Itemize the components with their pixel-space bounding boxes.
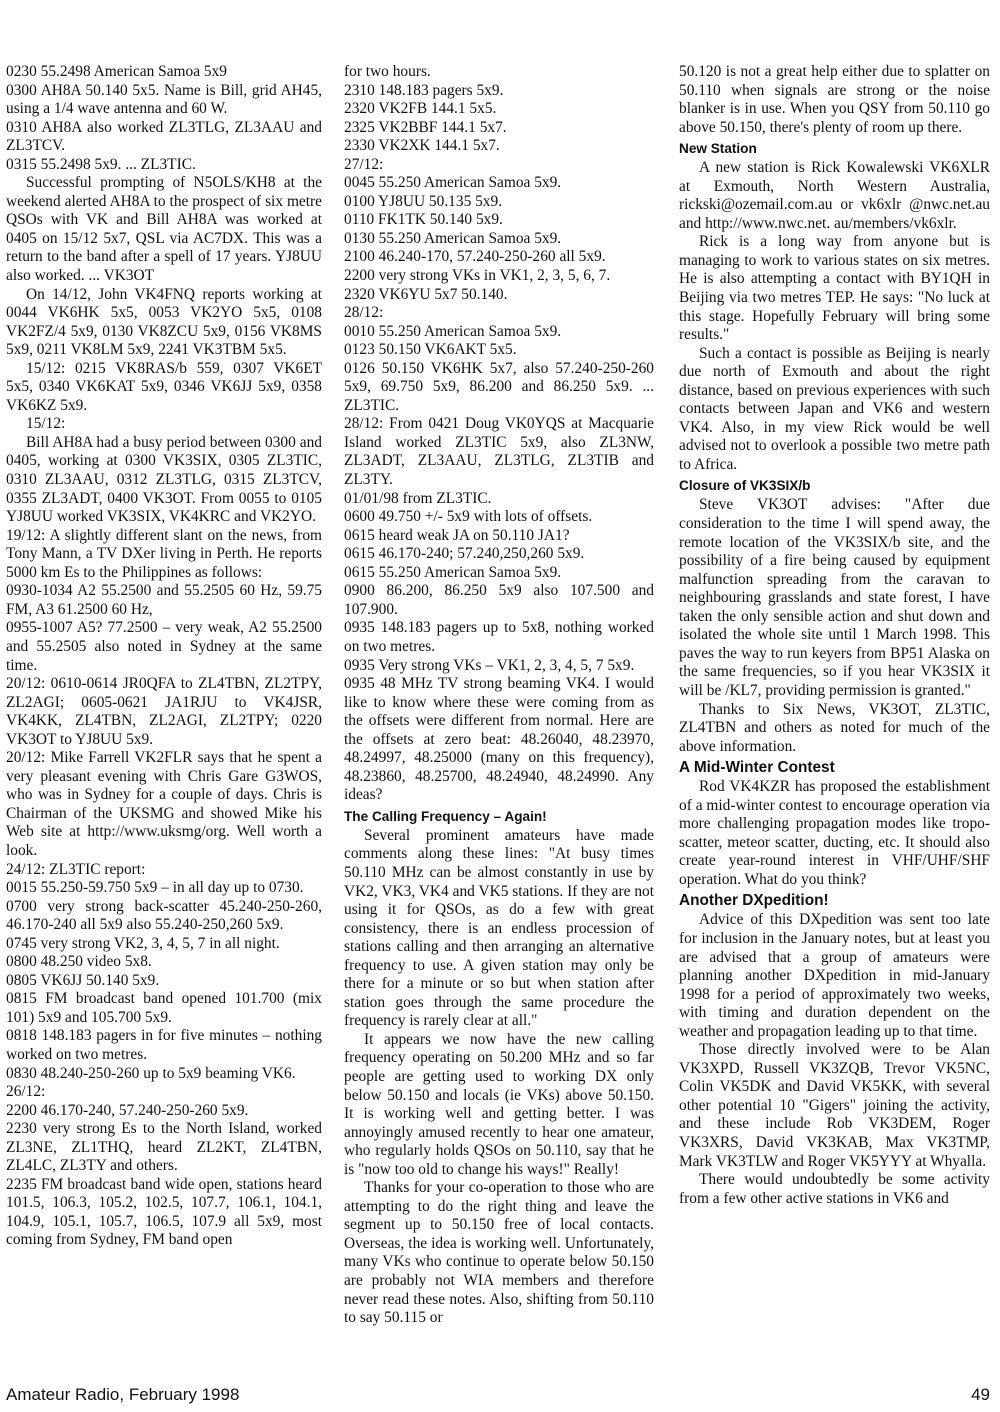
text-line: 2320 VK2FB 144.1 5x5.: [344, 100, 497, 118]
section-heading: Closure of VK3SIX/b: [679, 478, 811, 494]
text-line: 0015 55.250-59.750 5x9 – in all day up to 0730.: [6, 879, 304, 897]
text-line: 28/12:: [344, 304, 384, 322]
paragraph: Thanks to Six News, VK3OT, ZL3TIC, ZL4TBN and others as noted for much of the above information.: [679, 700, 990, 755]
text-line: 0700 very strong back-scatter 45.240-250-260, 46.170-240 all 5x9 also 55.240-250,260 5x9.: [6, 897, 322, 934]
paragraph: Advice of this DXpedition was sent too late for inclusion in the January notes, but at least you are advised that a group of amateurs were planning another DXpedition in mid-January 1998 for a period of approximately two weeks, with timing and duration dependent on the weather and propagation leading up to that time.: [679, 911, 990, 1040]
text-line: 0310 AH8A also worked ZL3TLG, ZL3AAU and ZL3TCV.: [6, 118, 322, 155]
text-line: 0955-1007 A5? 77.2500 – very weak, A2 55.2500 and 55.2505 also noted in Sydney at the same time.: [6, 619, 322, 674]
paragraph: Those directly involved were to be Alan VK3XPD, Russell VK3ZQB, Trevor VK5NC, Colin VK5DK and David VK5KK, with several other potential 10 "Gigers" joining the activity, and these include Rob VK3DEM, Roger VK3XRS, David VK3KAB, Max VK3TMP, Mark VK3TLW and Roger VK5YYY at Whyalla.: [679, 1041, 990, 1170]
text-line: 0815 FM broadcast band opened 101.700 (mix 101) 5x9 and 105.700 5x9.: [6, 990, 322, 1026]
text-column-1: [6, 63, 322, 1363]
text-line: 0935 148.183 pagers up to 5x8, nothing worked on two metres.: [344, 619, 654, 655]
text-line: 0818 148.183 pagers in for five minutes – nothing worked on two metres.: [6, 1027, 322, 1063]
footer-publication: Amateur Radio, February 1998: [6, 1385, 240, 1404]
text-line: 2200 very strong VKs in VK1, 2, 3, 5, 6, 7.: [344, 267, 611, 285]
text-line: for two hours.: [344, 63, 431, 80]
paragraph: It appears we now have the new calling frequency operating on 50.200 MHz and so far people are getting used to working DX only below 50.150 and locals (ie VKs) above 50.150. It is working well and getting better. I was annoyingly amused recently to hear one amateur, who regularly holds QSOs on 50.110, say that he is "now too old to change his ways!" Really!: [344, 1030, 654, 1178]
paragraph: 15/12:: [26, 415, 66, 433]
text-line: 0935 48 MHz TV strong beaming VK4. I would like to know where these were coming from as the offsets were different from normal. Here are the offsets at zero beat: 48.26040, 48.23970, 48.24997, 48.25000 (many on this frequency), 48.23860, 48.25700, 48.24940, 48.24990. Any ideas?: [344, 675, 654, 804]
text-line: 0800 48.250 video 5x8.: [6, 953, 152, 971]
text-line: 0930-1034 A2 55.2500 and 55.2505 60 Hz, 59.75 FM, A3 61.2500 60 Hz,: [6, 582, 322, 618]
text-line: 0615 heard weak JA on 50.110 JA1?: [344, 526, 570, 544]
text-line: 0045 55.250 American Samoa 5x9.: [344, 174, 562, 192]
text-line: 0126 50.150 VK6HK 5x7, also 57.240-250-260 5x9, 69.750 5x9, 86.200 and 86.250 5x9. ... ZL3TIC.: [344, 359, 654, 414]
text-line: 28/12: From 0421 Doug VK0YQS at Macquarie Island worked ZL3TIC 5x9, also ZL3NW, ZL3ADT, ZL3AAU, ZL3TLG, ZL3TIB and ZL3TY.: [344, 415, 654, 489]
section-heading: The Calling Frequency – Again!: [344, 808, 547, 824]
text-line: 0805 VK6JJ 50.140 5x9.: [6, 971, 160, 989]
text-line: 2310 148.183 pagers 5x9.: [344, 81, 504, 99]
text-line: 0615 46.170-240; 57.240,250,260 5x9.: [344, 545, 585, 563]
text-column-3: [679, 63, 990, 1363]
paragraph: There would undoubtedly be some activity from a few other active stations in VK6 and: [679, 1171, 990, 1207]
text-line: 01/01/98 from ZL3TIC.: [344, 489, 492, 507]
text-line: 0900 86.200, 86.250 5x9 also 107.500 and 107.900.: [344, 582, 654, 618]
text-line: 24/12: ZL3TIC report:: [6, 860, 146, 878]
page-footer: [6, 1385, 990, 1409]
section-heading: A Mid-Winter Contest: [679, 759, 835, 777]
text-line: 20/12: 0610-0614 JR0QFA to ZL4TBN, ZL2TPY, ZL2AGI; 0605-0621 JA1RJU to VK4JSR, VK4KK, ZL4TBN, ZL2AGI, ZL2TPY; 0220 VK3OT to YJ8UU 5x9.: [6, 675, 322, 748]
text-line: 26/12:: [6, 1083, 46, 1101]
paragraph: A new station is Rick Kowalewski VK6XLR at Exmouth, North Western Australia, rickski@ozemail.com.au or vk6xlr @nwc.net.au and http://www.nwc.net. au/members/vk6xlr.: [679, 159, 990, 232]
text-column-2: [344, 63, 654, 1363]
text-line: 2100 46.240-170, 57.240-250-260 all 5x9.: [344, 248, 606, 266]
text-line: 0300 AH8A 50.140 5x5. Name is Bill, grid AH45, using a 1/4 wave antenna and 60 W.: [6, 81, 322, 118]
text-line: 0600 49.750 +/- 5x9 with lots of offsets.: [344, 508, 593, 526]
paragraph: Such a contact is possible as Beijing is nearly due north of Exmouth and about the right distance, based on previous experiences with such contacts between Japan and VK6 and western VK4. Also, in my view Rick would be well advised not to overlook a possible two metre path to Africa.: [679, 344, 990, 473]
text-line: 2325 VK2BBF 144.1 5x7.: [344, 118, 507, 136]
paragraph: Several prominent amateurs have made comments along these lines: "At busy times 50.110 MHz can be almost constantly in use by VK2, VK3, VK4 and VK5 stations. If they are not using it for QSOs, as do a few with great consistency, there is an endless procession of stations calling and then arranging an alternative frequency to use. A given station may only be there for a minute or so but when station after station goes through the same procedure the frequency is rarely clear at all.": [344, 826, 654, 1030]
text-line: 0010 55.250 American Samoa 5x9.: [344, 322, 562, 340]
text-line: 0110 FK1TK 50.140 5x9.: [344, 211, 503, 229]
text-line: 27/12:: [344, 155, 384, 173]
text-line: 2235 FM broadcast band wide open, stations heard 101.5, 106.3, 105.2, 102.5, 107.7, 106.1, 104.1, 104.9, 105.1, 105.7, 106.5, 107.9 all 5x9, most coming from Sydney, FM band open: [6, 1175, 322, 1249]
text-line: 2320 VK6YU 5x7 50.140.: [344, 285, 508, 303]
paragraph: Thanks for your co-operation to those who are attempting to do the right thing and leave the segment up to 50.150 free of local contacts. Overseas, the idea is working well. Unfortunately, many VKs who continue to operate below 50.150 are probably not WIA members and therefore never read these notes. Also, shifting from 50.110 to say 50.115 or: [344, 1179, 654, 1327]
paragraph: On 14/12, John VK4FNQ reports working at 0044 VK6HK 5x5, 0053 VK2YO 5x5, 0108 VK2FZ/4 5x9, 0130 VK8ZCU 5x9, 0156 VK8MS 5x9, 0211 VK8LM 5x9, 2241 VK3TBM 5x5.: [6, 285, 322, 359]
text-line: 0123 50.150 VK6AKT 5x5.: [344, 341, 517, 359]
text-line: 2230 very strong Es to the North Island, worked ZL3NE, ZL1THQ, heard ZL2KT, ZL4TBN, ZL4LC, ZL3TY and others.: [6, 1120, 322, 1175]
text-line: 2330 VK2XK 144.1 5x7.: [344, 137, 500, 155]
text-line: 0315 55.2498 5x9. ... ZL3TIC.: [6, 155, 196, 173]
text-line: 0100 YJ8UU 50.135 5x9.: [344, 192, 503, 210]
text-line: 2200 46.170-240, 57.240-250-260 5x9.: [6, 1101, 249, 1119]
text-line: 0130 55.250 American Samoa 5x9.: [344, 229, 562, 247]
section-heading: New Station: [679, 141, 757, 157]
paragraph: Successful prompting of N5OLS/KH8 at the weekend alerted AH8A to the prospect of six metre QSOs with VK and Bill AH8A was worked at 0405 on 15/12 5x7, QSL via AC7DX. This was a return to the band after a spell of 17 years. YJ8UU also worked. ... VK3OT: [6, 174, 322, 285]
paragraph: Bill AH8A had a busy period between 0300 and 0405, working at 0300 VK3SIX, 0305 ZL3TIC, 0310 ZL3AAU, 0312 ZL3TLG, 0315 ZL3TCV, 0355 ZL3ADT, 0400 VK3OT. From 0055 to 0105 YJ8UU worked VK3SIX, VK4KRC and VK2YO.: [6, 433, 322, 526]
paragraph: Rod VK4KZR has proposed the establishment of a mid-winter contest to encourage operation via more challenging propagation modes like tropo-scatter, meteor scatter, ducting, etc. It should also create year-round interest in VHF/UHF/SHF operation. What do you think?: [679, 778, 990, 888]
paragraph: Steve VK3OT advises: "After due consideration to the time I will spend away, the remote location of the VK3SIX/b site, and the possibility of a fire being caused by equipment malfunction spreading from the caravan to neighbouring grasslands and state forest, I have taken the only sensible action and shut down and isolated the whole site until 1 March 1998. This paves the way to run keyers from BP51 Alaska on the same frequencies, so if you hear VK3SIX it will be /KL7, providing permission is granted.": [679, 496, 990, 699]
text-line: 0230 55.2498 American Samoa 5x9: [6, 63, 227, 80]
section-heading: Another DXpedition!: [679, 892, 829, 910]
text-line: 0615 55.250 American Samoa 5x9.: [344, 563, 562, 581]
page-number: 49: [971, 1385, 990, 1404]
text-line: 50.120 is not a great help either due to splatter on 50.110 when signals are strong or the noise blanker is in use. When you QSY from 50.110 go above 50.150, there's plenty of room up there.: [679, 63, 990, 136]
paragraph: Rick is a long way from anyone but is managing to work to various states on six metres. He is also attempting a contact with BY1QH in Beijing via two metres TEP. He says: "No luck at this stage. Hopefully February will bring some results.": [679, 233, 990, 344]
text-line: 20/12: Mike Farrell VK2FLR says that he spent a very pleasant evening with Chris Gare G3WOS, who was in Sydney for a couple of days. Chris is Chairman of the UKSMG and showed Mike his Web site at http://www.uksmg/org. Well worth a look.: [6, 749, 322, 859]
text-line: 19/12: A slightly different slant on the news, from Tony Mann, a TV DXer living in Perth. He reports 5000 km Es to the Philippines as follows:: [6, 526, 322, 581]
text-line: 0745 very strong VK2, 3, 4, 5, 7 in all night.: [6, 934, 280, 952]
paragraph: 15/12: 0215 VK8RAS/b 559, 0307 VK6ET 5x5, 0340 VK6KAT 5x9, 0346 VK6JJ 5x9, 0358 VK6KZ 5x9.: [6, 359, 322, 414]
text-line: 0830 48.240-250-260 up to 5x9 beaming VK6.: [6, 1064, 296, 1082]
text-line: 0935 Very strong VKs – VK1, 2, 3, 4, 5, 7 5x9.: [344, 656, 635, 674]
